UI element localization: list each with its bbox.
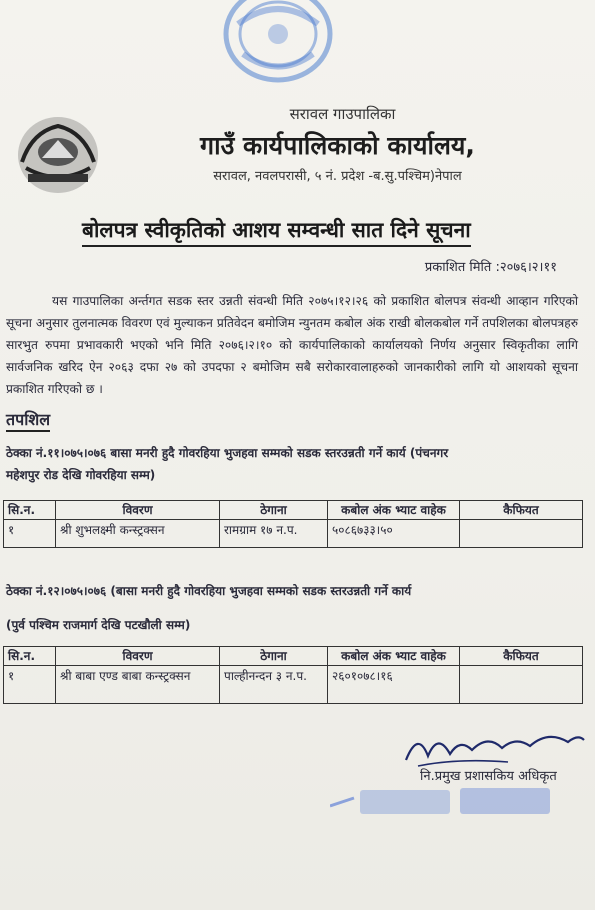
cell-remarks (460, 520, 583, 548)
office-seal-icon (218, 0, 338, 94)
cell-description: श्री बाबा एण्ड बाबा कन्स्ट्रक्सन (56, 666, 220, 704)
contract-1-title: ठेक्का नं.११।०७५।०७६ बासा मनरी हुदै गोवरहिया भुजहवा सम्मको सडक स्तरउन्नती गर्ने कार्य (पंचनगर (6, 446, 449, 460)
contract-2-title: ठेक्का नं.१२।०७५।०७६ (बासा मनरी हुदै गोवरहिया भुजहवा सम्मको सडक स्तरउन्नती गर्ने कार्य (6, 584, 412, 598)
header-address: ठेगाना (220, 647, 328, 666)
header-remarks: कैफियत (460, 501, 583, 520)
header-remarks: कैफियत (460, 647, 583, 666)
published-date: प्रकाशित मिति :२०७६।२।११ (424, 260, 557, 275)
contract-1-table (3, 500, 583, 548)
cell-remarks (460, 666, 583, 704)
table-header-row (4, 647, 583, 666)
municipality-name: सरावल गाउपालिका (289, 105, 396, 123)
details-heading: तपशिल (6, 408, 50, 432)
cell-sn: १ (4, 666, 56, 704)
notice-title: बोलपत्र स्वीकृतिको आशय सम्वन्धी सात दिने सूचना (82, 216, 471, 247)
cell-bid-amount: ५०८६७३३।५० (328, 520, 460, 548)
contract-1-subtitle: महेशपुर रोड देखि गोवरहिया सम्म) (6, 468, 156, 482)
cell-address: रामग्राम १७ न.प. (220, 520, 328, 548)
contract-2-table (3, 646, 583, 704)
cell-sn: १ (4, 520, 56, 548)
signatory-title: नि.प्रमुख प्रशासकिय अधिकृत (420, 769, 557, 784)
header-bid-amount: कबोल अंक भ्याट वाहेक (328, 647, 460, 666)
paragraph-text: यस गाउपालिका अर्न्तगत सडक स्तर उन्नती संवन्धी मिति २०७५।१२।२६ को प्रकाशित बोलपत्र संवन्धी आव्हान गरिएको सूचना अनुसार तुलनात्मक विवरण एवं मुल्याकन प्रतिवेदन बमोजिम न्युनतम कबोल अंक राखी बोलकबोल गर्ने तपशिलका बोलपत्रहरु सारभुत रुपमा प्रभावकारी भएको भनि मिति २०७६।२।१० को कार्यपालिकाको कार्यालयको निर्णय अनुसार स्विकृतीका लागि सार्वजनिक खरिद ऐन २०६३ दफा २७ को उपदफा २ बमोजिम सबै सरोकारवालाहरुको जानकारीको लागि यो आशयको सूचना प्रकाशित गरिएको छ । (6, 294, 578, 396)
office-address: सरावल, नवलपरासी, ५ नं. प्रदेश -ब.सु.पश्चिम)नेपाल (213, 169, 462, 184)
office-name: गाउँ कार्यपालिकाको कार्यालय, (200, 131, 475, 160)
header-description: विवरण (56, 647, 220, 666)
notice-paragraph (6, 290, 578, 400)
cell-bid-amount: २६०१०७८।१६ (328, 666, 460, 704)
header-sn: सि.न. (4, 501, 56, 520)
contract-2-subtitle: (पुर्व पश्चिम राजमार्ग देखि पटखौली सम्म) (6, 618, 191, 632)
header-sn: सि.न. (4, 647, 56, 666)
officer-stamp-icon (330, 778, 570, 826)
cell-description: श्री शुभलक्ष्मी कन्स्ट्रक्सन (56, 520, 220, 548)
header-description: विवरण (56, 501, 220, 520)
table-header-row (4, 501, 583, 520)
cell-address: पाल्हीनन्दन ३ न.प. (220, 666, 328, 704)
header-address: ठेगाना (220, 501, 328, 520)
table-row (4, 666, 583, 704)
table-row (4, 520, 583, 548)
header-bid-amount: कबोल अंक भ्याट वाहेक (328, 501, 460, 520)
